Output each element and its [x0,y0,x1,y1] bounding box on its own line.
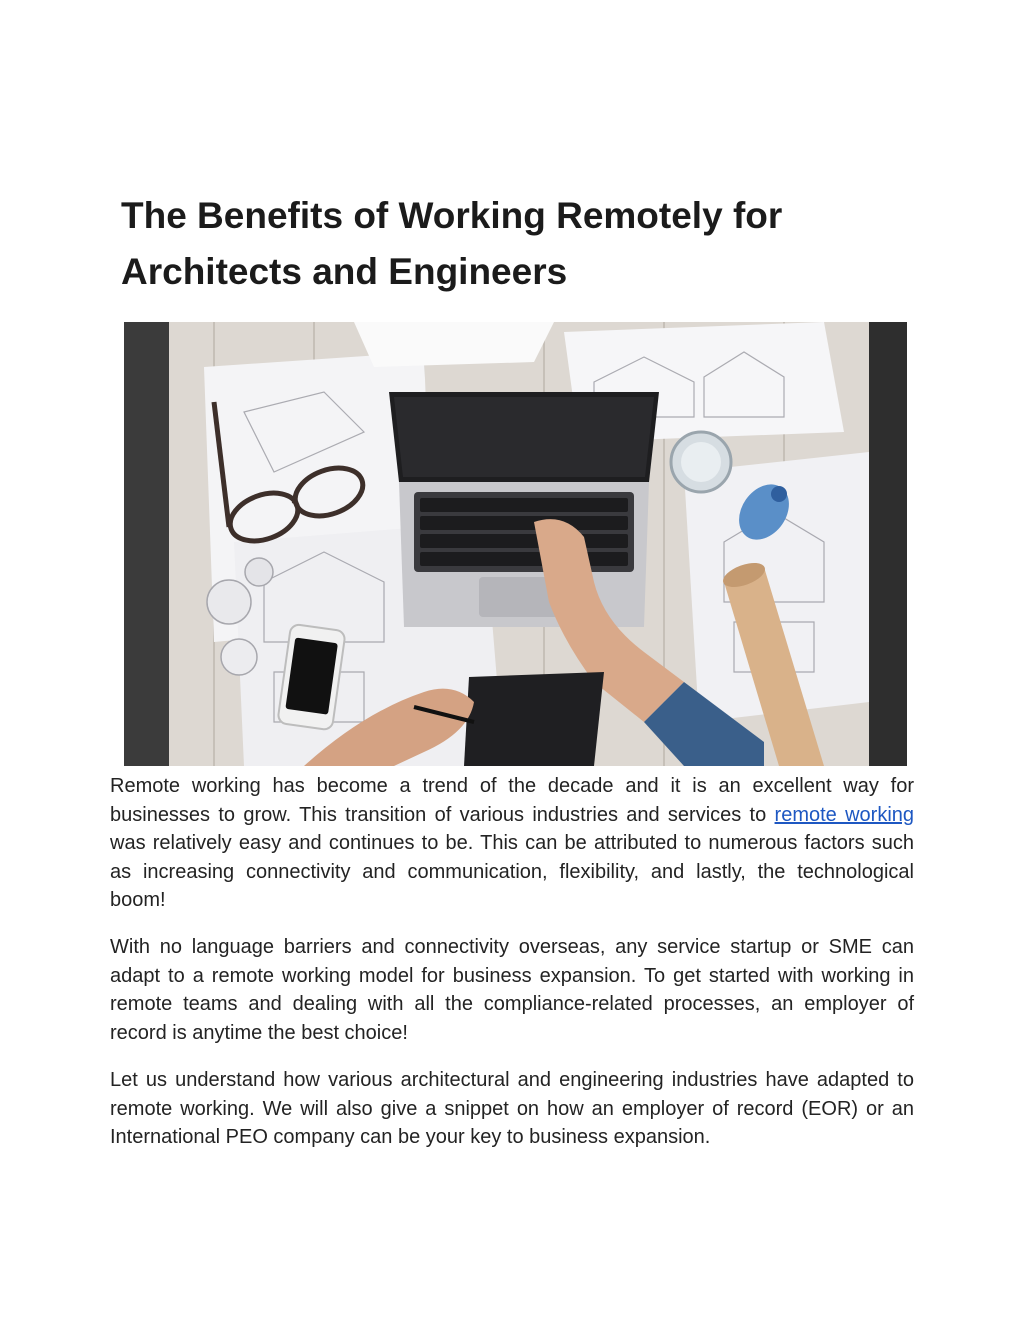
page-title-line-2: Architects and Engineers [121,251,568,292]
remote-working-link[interactable]: remote working [774,803,915,826]
paragraph-1-text-after: was relatively easy and continues to be. This can be attributed to numerous factors such as increasing connectivity and communication, flexibility, and lastly, the technological boom! [110,832,914,912]
paragraph-2: With no language barriers and connectivity overseas, any service startup or SME can adapt to a remote working model for business expansion. To get started with working in remote teams and dealing with all the compliance-related processes, an employer of record is anytime the best choice! [110,936,914,1044]
paragraph-1-text-before: Remote working has become a trend of the decade and it is an excellent way for businesses to grow. This transition of various industries and services to [110,775,914,826]
page-title [121,188,921,300]
page-title-line-1: The Benefits of Working Remotely for [121,195,783,236]
hero-photo [124,322,907,766]
paragraph-1 [110,772,914,915]
paragraph-3: Let us understand how various architectural and engineering industries have adapted to remote working. We will also give a snippet on how an employer of record (EOR) or an International PEO company can be your key to business expansion. [110,1069,914,1149]
